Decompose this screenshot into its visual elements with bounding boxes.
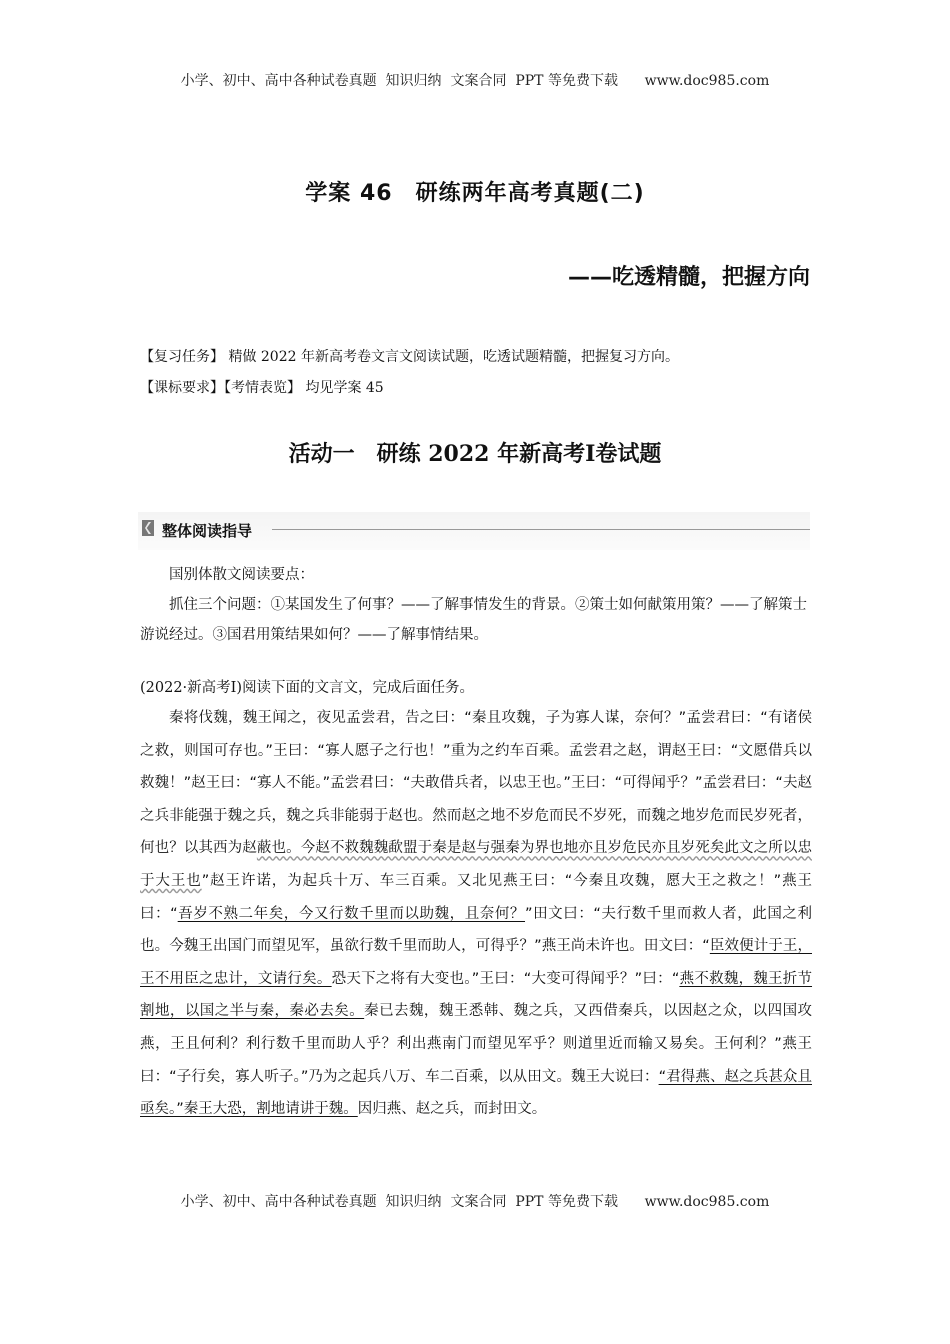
section-divider xyxy=(272,529,810,530)
passage-text: 秦已去魏，魏王悉韩、魏之兵，又西借秦兵，以因赵之众，以四国攻燕，王且何利？利行数千里而助人乎？利出燕南门而望见军乎？则道里近而输又易矣。王何利？”燕王曰：“子行矣，寡人听子。”乃为之起兵八万、车二百乘，以从田文。魏王大说曰： xyxy=(140,1003,813,1085)
page-title: 学案 46 研练两年高考真题(二) xyxy=(305,181,645,206)
bookmark-icon xyxy=(142,520,154,536)
review-task-tag: 【复习任务】 xyxy=(140,349,224,365)
passage-text: 恐天下之将有大变也。”王曰：“大变可得闻乎？”曰：“ xyxy=(331,970,680,987)
source-label: (2022·新高考Ⅰ) xyxy=(140,680,243,696)
review-task xyxy=(140,346,679,366)
requirements-text: 均见学案 45 xyxy=(305,380,384,396)
section-title: 整体阅读指导 xyxy=(162,522,253,540)
activity-title: 活动一 研练 2022 年新高考Ⅰ卷试题 xyxy=(288,441,662,467)
review-task-text: 精做 2022 年新高考卷文言文阅读试题，吃透试题精髓，把握复习方向。 xyxy=(228,349,679,365)
page-subtitle: ——吃透精髓，把握方向 xyxy=(567,265,810,290)
requirements-tag: 【课标要求】 xyxy=(140,380,224,396)
passage-text: 秦将伐魏，魏王闻之，夜见孟尝君，告之曰：“秦且攻魏，子为寡人谋，奈何？”孟尝君曰：“有诸侯之救，则国可存也。”王曰：“寡人愿子之行也！”重为之约车百乘。孟尝君之赵，谓赵王曰：“文愿借兵以救魏！”赵王曰：“寡人不能。”孟尝君曰：“夫敢借兵者，以忠王也。”王曰：“可得闻乎？”孟尝君曰：“夫赵之兵非能强于魏之兵，魏之兵非能弱于赵也。然而赵之地不岁危而民不岁死，而魏之地岁危而民岁死者，何也？以其西为赵 xyxy=(140,710,812,857)
underlined-sentence: 臣效便计于王，王不用臣之忠计，文请行矣。 xyxy=(140,938,812,987)
passage-text: ”田文曰：“夫行数千里而救人者，此国之利也。今魏王出国门而望见军，虽欲行数千里而助人，可得乎？”燕王尚未许也。田文曰：“ xyxy=(140,905,812,955)
requirements xyxy=(140,377,384,397)
question-source xyxy=(140,676,474,697)
guide-text: 抓住三个问题：①某国发生了何事？——了解事情发生的背景。②策士如何献策用策？——了解策士游说经过。③国君用策结果如何？——了解事情结果。 xyxy=(140,597,807,643)
passage-text: ”赵王许诺，为起兵十万、车三百乘。又北见燕王曰：“今秦且攻魏，愿大王之救之！”燕王曰：“ xyxy=(140,872,812,922)
guide-heading: 国别体散文阅读要点： xyxy=(169,567,314,583)
exam-overview-tag: 【考情表览】 xyxy=(224,380,301,396)
page-header: 小学、初中、高中各种试卷真题 知识归纳 文案合同 PPT 等免费下载 www.doc985.com xyxy=(180,73,770,89)
underlined-sentence: 燕不救魏，魏王折节割地，以国之半与秦，秦必去矣。 xyxy=(140,970,813,1020)
passage-text: 因归燕、赵之兵，而封田文。 xyxy=(357,1101,547,1118)
underlined-sentence: 吾岁不熟二年矣，今又行数千里而以助魏，且奈何？ xyxy=(177,905,526,922)
classical-passage xyxy=(140,702,812,1126)
source-instruction: 阅读下面的文言文，完成后面任务。 xyxy=(242,680,475,696)
underlined-sentence: “君得燕、赵之兵甚众且亟矣。”秦王大恐，割地请讲于魏。 xyxy=(140,1068,812,1118)
wavy-underlined-text: 蔽也。今赵不救魏魏歃盟于秦是赵与强秦为界也地亦且岁危民亦且岁死矣此文之所以忠于大王也 xyxy=(140,840,812,889)
section-header xyxy=(138,512,810,550)
page-footer: 小学、初中、高中各种试卷真题 知识归纳 文案合同 PPT 等免费下载 www.doc985.com xyxy=(180,1194,770,1210)
